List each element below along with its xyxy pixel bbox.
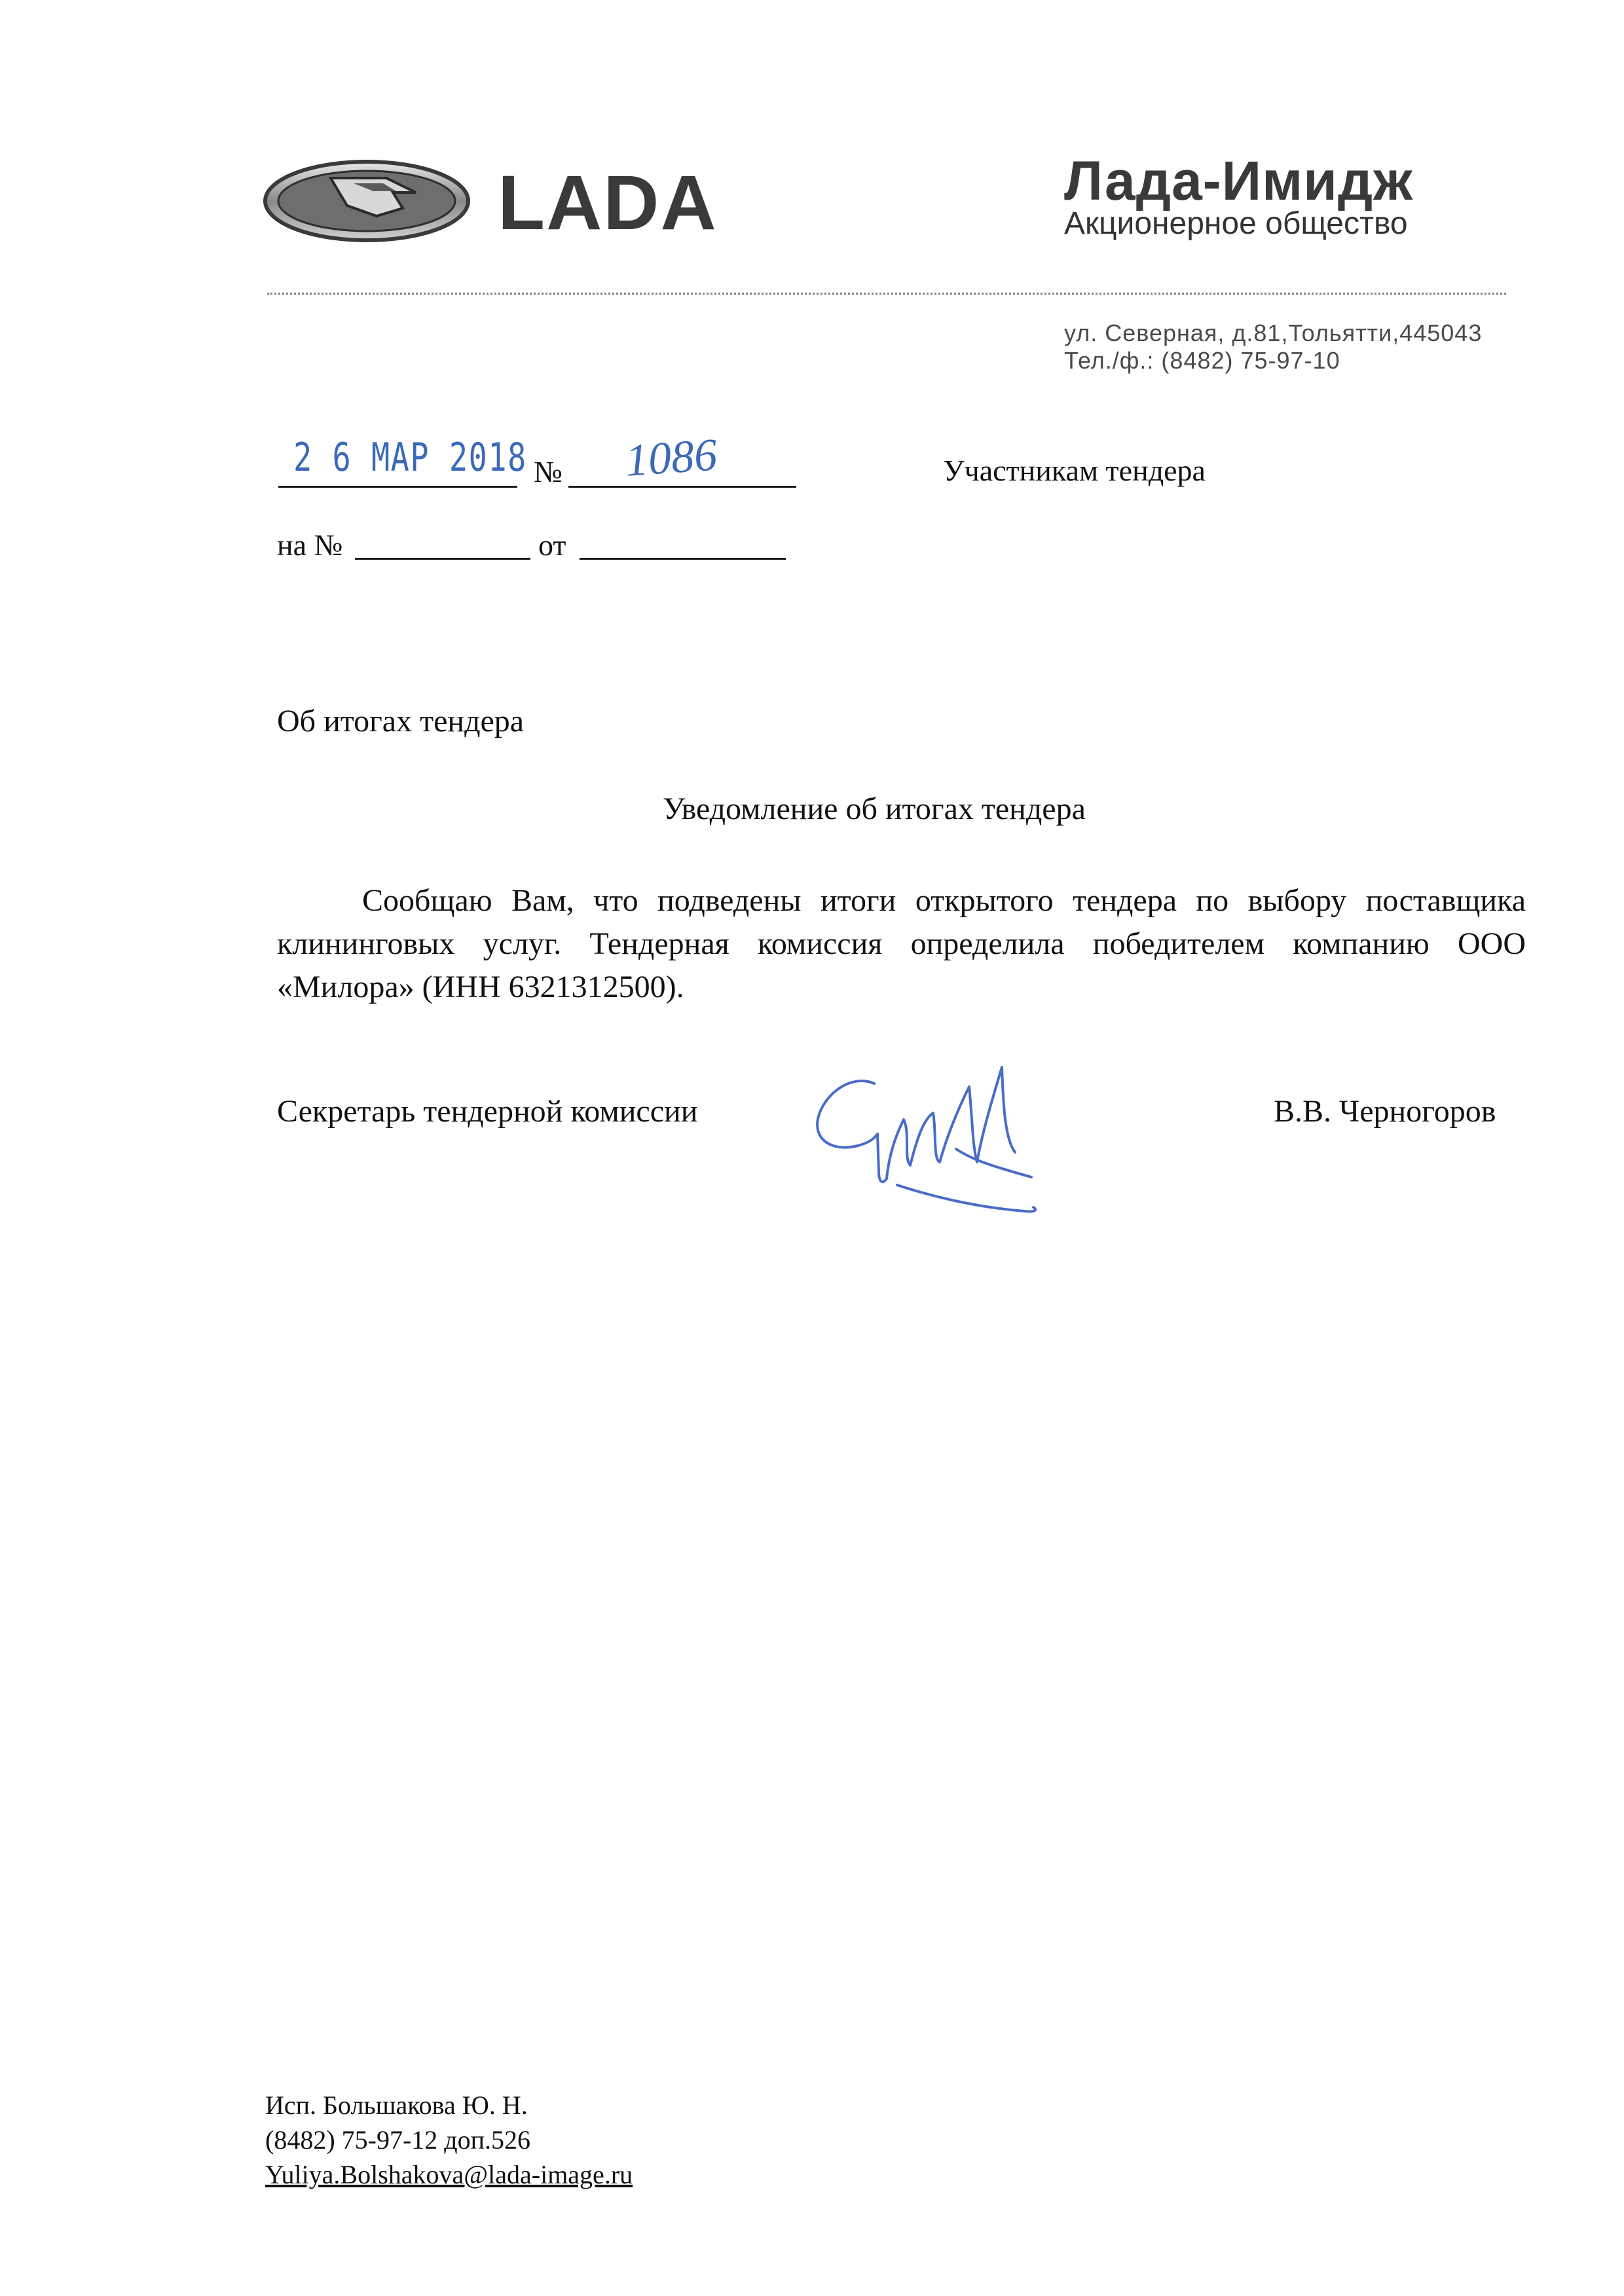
recipient: Участникам тендера bbox=[943, 454, 1206, 487]
body-paragraph: Сообщаю Вам, что подведены итоги открытого тендера по выбору поставщика клининговых услуг. Тендерная комиссия определила победителем компанию ООО «Милора» (ИНН 6321312500). bbox=[277, 883, 1526, 1004]
signatory-position: Секретарь тендерной комиссии bbox=[277, 1094, 698, 1129]
lada-boat-icon bbox=[265, 162, 468, 240]
lada-logo bbox=[262, 152, 747, 250]
letter-title: Уведомление об итогах тендера bbox=[663, 792, 1086, 826]
handwritten-number: 1086 bbox=[623, 429, 719, 486]
svg-text:LADA: LADA bbox=[498, 160, 718, 246]
company-type: Акционерное общество bbox=[1064, 206, 1408, 241]
signatory-name: В.В. Черногоров bbox=[1274, 1094, 1496, 1129]
handwritten-signature bbox=[805, 1048, 1080, 1224]
reference-from: от bbox=[538, 528, 566, 562]
number-sign: № bbox=[534, 455, 563, 488]
date-stamp: 2 6 МАР 2018 bbox=[293, 435, 527, 481]
executor-phone: (8482) 75-97-12 доп.526 bbox=[265, 2125, 531, 2155]
reference-prefix: на № bbox=[277, 528, 343, 562]
reference-date-underline bbox=[580, 558, 786, 560]
company-phone: Тел./ф.: (8482) 75-97-10 bbox=[1064, 347, 1340, 374]
executor-email[interactable]: Yuliya.Bolshakova@lada-image.ru bbox=[265, 2160, 633, 2189]
executor-name: Исп. Большакова Ю. Н. bbox=[265, 2090, 528, 2120]
date-underline bbox=[278, 486, 517, 488]
reference-number-underline bbox=[355, 558, 530, 560]
number-underline bbox=[568, 486, 796, 488]
subject-line: Об итогах тендера bbox=[277, 704, 525, 738]
header-divider bbox=[267, 293, 1506, 295]
company-name: Лада-Имидж bbox=[1064, 150, 1413, 211]
company-address: ул. Северная, д.81,Тольятти,445043 bbox=[1064, 319, 1483, 346]
